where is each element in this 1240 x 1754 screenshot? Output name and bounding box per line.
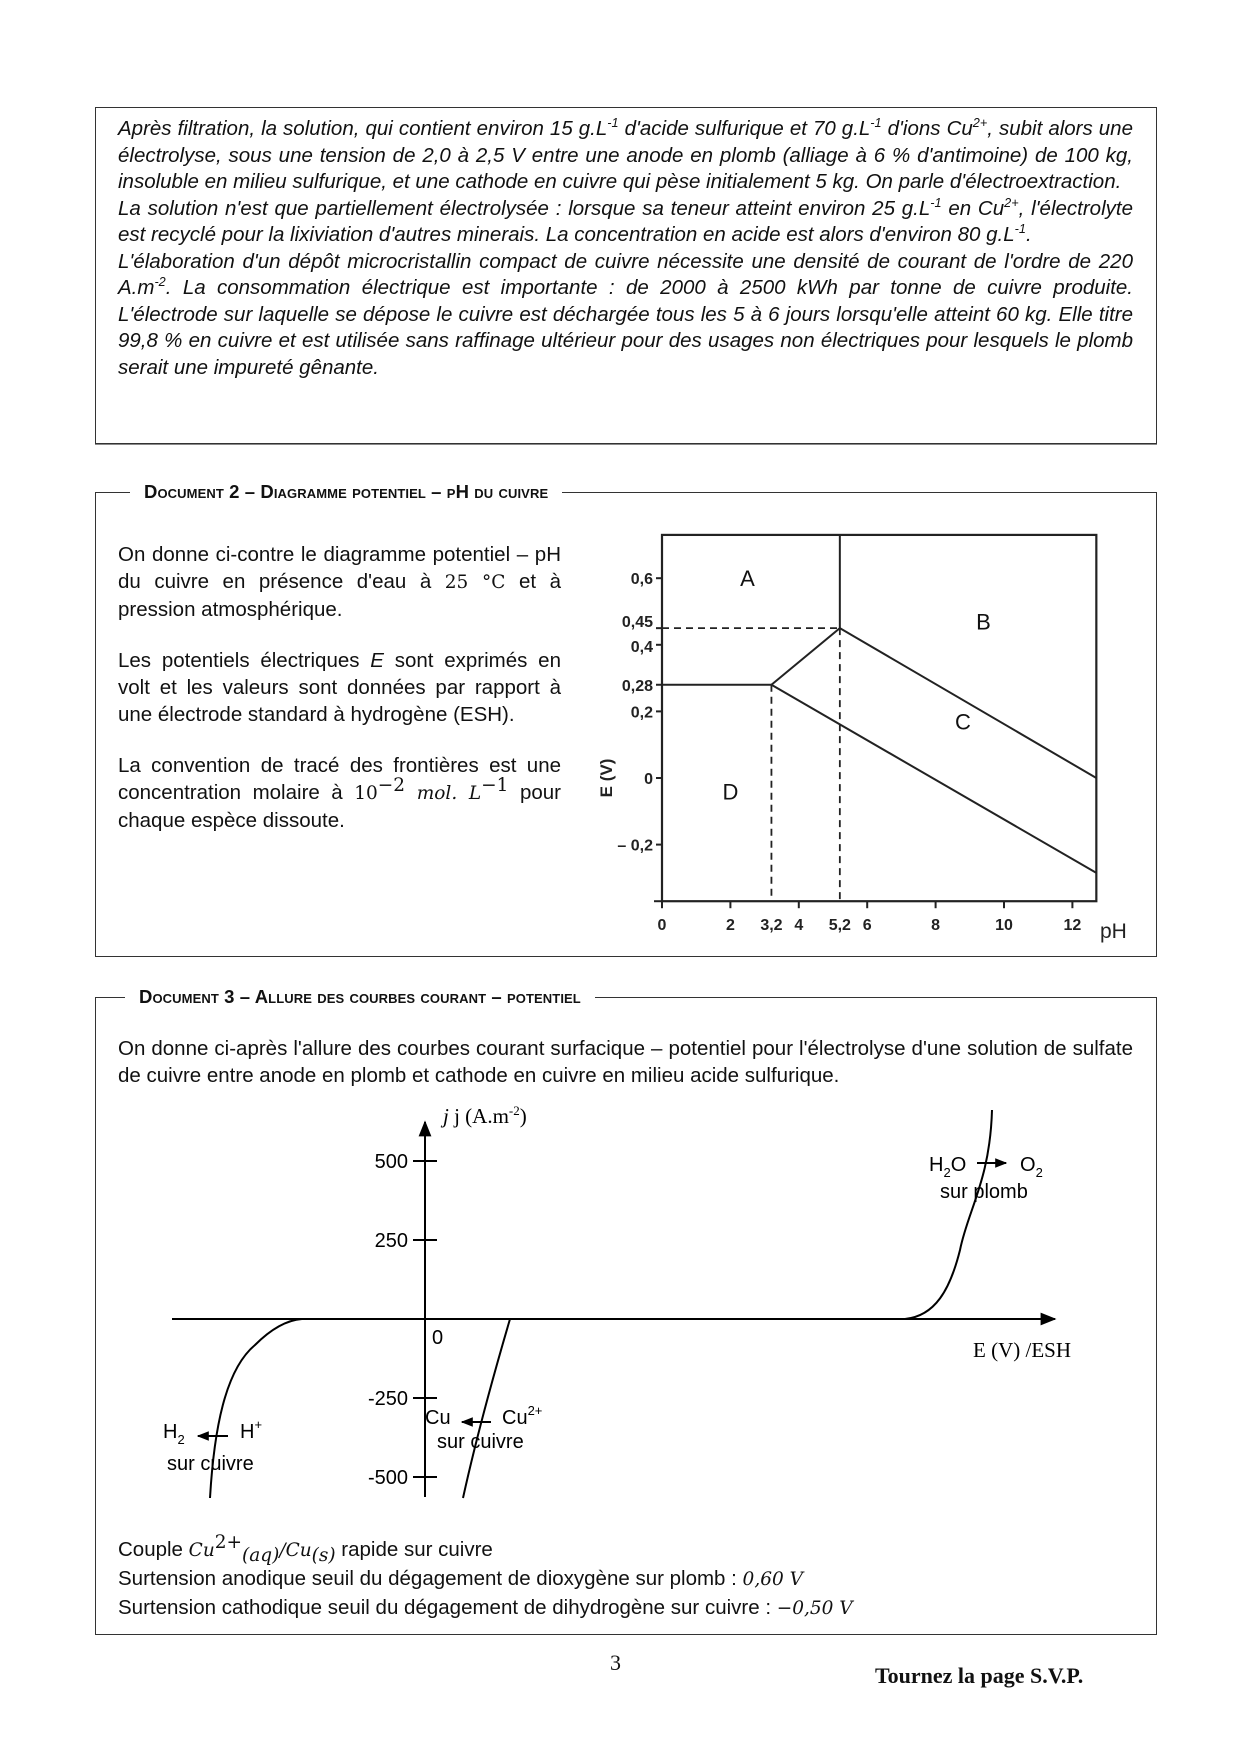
y-tick-label: 0,6 <box>630 571 653 589</box>
pourbaix-y-axis-label: E (V) <box>597 758 616 798</box>
doc2-paragraph-1: On donne ci-contre le diagramme potentiel – pH du cuivre en présence d'eau à 25 °C et à pression atmosphérique. <box>118 543 562 621</box>
y-tick-label: 0 <box>644 771 653 788</box>
j-tick-label: 250 <box>374 1230 408 1252</box>
x-tick-label: 3,2 <box>760 917 783 935</box>
annotation-h2 <box>163 1417 262 1475</box>
y-tick-label: 0,2 <box>630 704 653 722</box>
pourbaix-frame <box>662 535 1096 901</box>
doc1-paragraph-1: Après filtration, la solution, qui contient environ 15 $g.L^{-1}$ d'acide sulfurique et 70 $g.L^{-1}$ d'ions $Cu^{2+}$, subit alors une électrolyse, sous une tension de 2,0 à 2,5 V entre une anode en plomb (alliage à 6 % d'antimoine) de 100 kg, insoluble en milieu sulfurique, et une cathode en cuivre qui pèse initialement 5 kg. On parle d'électroextraction. <box>118 115 1133 193</box>
svg-text:H2O: $H_2O$ <box>929 1154 967 1180</box>
x-tick-label: 10 <box>995 917 1013 935</box>
j-tick-label: 500 <box>374 1151 408 1173</box>
note-cathodic-overvoltage: Surtension cathodique seuil du dégagement de dihydrogène sur cuivre : −0,50 V <box>118 1596 853 1619</box>
current-potential-chart <box>0 1090 1240 1530</box>
svg-text:H+: H+ <box>240 1417 263 1443</box>
j-tick-label: -250 <box>367 1388 408 1410</box>
pourbaix-boundaries <box>662 535 1096 901</box>
note-couple: Couple $Cu^{2+}_{(aq)}/Cu_{(s)}$ rapide sur cuivre <box>118 1532 493 1567</box>
curve-o2-oxidation <box>905 1110 992 1319</box>
pourbaix-x-axis-label: pH <box>1100 920 1127 943</box>
region-label-d: D <box>722 779 739 805</box>
j-tick-label: 0 <box>432 1327 444 1349</box>
j-tick-label: -500 <box>367 1467 408 1489</box>
x-tick-label: 4 <box>794 917 804 935</box>
pourbaix-ticks <box>617 571 1081 934</box>
svg-text:Cu: Cu <box>425 1407 451 1429</box>
j-axis-label: j j $(A.m^{-2})$ <box>443 1103 527 1128</box>
svg-text:H2: $H_2$ <box>163 1421 185 1447</box>
boundary-b-c <box>840 628 1096 778</box>
svg-text:Cu2+: $Cu^{2+}$ <box>502 1403 543 1429</box>
note-anodic-overvoltage: Surtension anodique seuil du dégagement de dioxygène sur plomb : 0,60 V <box>118 1567 803 1590</box>
turn-page-notice: Tournez la page S.V.P. <box>875 1663 1084 1688</box>
svg-text:sur cuivre: sur cuivre <box>167 1453 254 1475</box>
boundary-a-c <box>771 628 839 685</box>
svg-text:sur cuivre: sur cuivre <box>437 1431 524 1453</box>
x-tick-label: 0 <box>657 917 667 935</box>
x-tick-label: 12 <box>1063 917 1082 935</box>
document-2-title: Document 2 – Diagramme potentiel – pH du cuivre <box>130 481 562 503</box>
region-label-c: C <box>955 709 971 735</box>
x-tick-label: 5,2 <box>828 917 851 935</box>
doc2-paragraph-2: Les potentiels électriques E sont exprimés en volt et les valeurs sont données par rapport à une électrode standard à hydrogène (ESH). <box>118 649 561 726</box>
y-tick-label: 0,4 <box>630 638 653 656</box>
y-tick-label: 0,28 <box>621 677 653 695</box>
x-tick-label: 2 <box>725 917 735 935</box>
plot-frame <box>662 535 1096 901</box>
y-tick-label: – 0,2 <box>617 837 653 855</box>
document-3-title: Document 3 – Allure des courbes courant – potentiel <box>125 986 595 1008</box>
doc1-paragraph-2: La solution n'est que partiellement électrolysée : lorsque sa teneur atteint environ 25 $g.L^{-1}$ en $Cu^{2+}$, l'électrolyte est recyclé pour la lixiviation d'autres minerais. La concentration en acide est alors d'environ 80 $g.L^{-1}$. <box>118 194 1133 246</box>
svg-text:sur plomb: sur plomb <box>940 1181 1028 1203</box>
svg-text:O2: $O_2$ <box>1020 1154 1043 1180</box>
document-3-notes <box>118 1532 1133 1623</box>
x-tick-label: 6 <box>862 917 872 935</box>
boundary-c-d <box>771 685 1096 873</box>
region-label-a: A <box>740 566 755 592</box>
region-label-b: B <box>976 609 991 635</box>
doc2-paragraph-3: La convention de tracé des frontières est une concentration molaire à $10^{-2}$ mol. $L^{-1}$ pour chaque espèce dissoute. <box>118 754 561 832</box>
x-tick-label: 8 <box>931 917 941 935</box>
doc1-paragraph-3: L'élaboration d'un dépôt microcristallin compact de cuivre nécessite une densité de courant de l'ordre de 220 $A.m^{-2}$. La consommation électrique est importante : de 2000 à 2500 kWh par tonne de cuivre produite. L'électrode sur laquelle se dépose le cuivre est déchargée tous les 5 à 6 jours lorsqu'elle atteint 60 kg. Elle titre 99,8 % en cuivre et est utilisée sans raffinage ultérieur pour des usages non électriques pour lesquels le plomb serait une impureté gênante. <box>118 249 1133 379</box>
e-axis-label: E (V) /ESH <box>973 1338 1071 1362</box>
y-tick-label: 0,45 <box>621 614 653 632</box>
page-number: 3 <box>610 1650 621 1675</box>
document-3-intro: On donne ci-après l'allure des courbes courant surfacique – potentiel pour l'électrolyse d'une solution de sulfate de cuivre entre anode en plomb et cathode en cuivre en milieu acide sulfurique. <box>118 1037 1133 1087</box>
